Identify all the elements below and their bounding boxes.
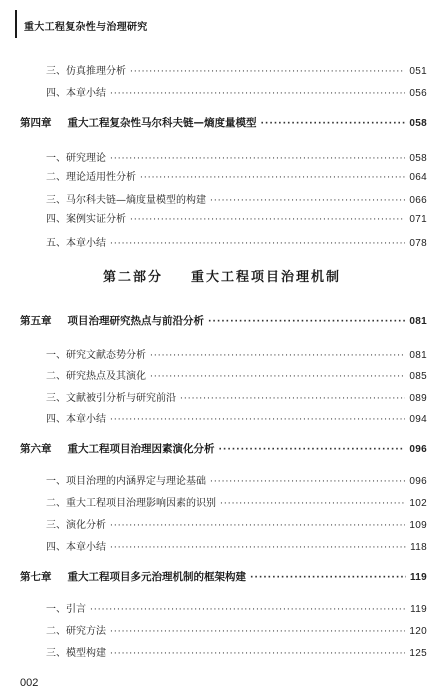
dot-leader bbox=[210, 477, 405, 487]
toc-chapter-entry[interactable] bbox=[0, 441, 444, 456]
toc-section-entry[interactable] bbox=[0, 84, 444, 99]
page-ref: 109 bbox=[409, 520, 427, 531]
dot-leader bbox=[220, 499, 405, 509]
dot-leader bbox=[261, 119, 406, 129]
page-ref: 078 bbox=[409, 238, 427, 249]
dot-leader bbox=[110, 89, 405, 99]
toc-chapter-entry[interactable] bbox=[0, 115, 444, 130]
section-title: 二、重大工程项目治理影响因素的识别 bbox=[46, 498, 216, 509]
page-ref: 094 bbox=[409, 414, 427, 425]
page-ref: 071 bbox=[409, 214, 427, 225]
chapter-title bbox=[20, 115, 257, 130]
page-ref: 102 bbox=[409, 498, 427, 509]
dot-leader bbox=[110, 543, 406, 553]
dot-leader bbox=[110, 239, 405, 249]
dot-leader bbox=[140, 173, 405, 183]
dot-leader bbox=[250, 573, 406, 583]
page-ref: 096 bbox=[409, 476, 427, 487]
section-title: 一、研究文献态势分析 bbox=[46, 350, 146, 361]
page-ref: 085 bbox=[409, 371, 427, 382]
chapter-label: 重大工程项目治理因素演化分析 bbox=[67, 443, 215, 455]
part-label: 重大工程项目治理机制 bbox=[191, 270, 342, 285]
chapter-label: 重大工程项目多元治理机制的框架构建 bbox=[67, 571, 246, 583]
section-title: 一、引言 bbox=[46, 604, 86, 615]
page-ref: 058 bbox=[409, 153, 427, 164]
toc-section-entry[interactable] bbox=[0, 622, 444, 637]
toc-section-entry[interactable] bbox=[0, 410, 444, 425]
dot-leader bbox=[110, 521, 405, 531]
page-ref: 064 bbox=[409, 172, 427, 183]
section-title: 四、本章小结 bbox=[46, 414, 106, 425]
chapter-title bbox=[20, 441, 215, 456]
toc-section-entry[interactable] bbox=[0, 389, 444, 404]
toc-section-entry[interactable] bbox=[0, 494, 444, 509]
part-title bbox=[0, 266, 444, 285]
dot-leader bbox=[180, 394, 405, 404]
toc-section-entry[interactable] bbox=[0, 472, 444, 487]
toc-section-entry[interactable] bbox=[0, 210, 444, 225]
toc-section-entry[interactable] bbox=[0, 600, 444, 615]
section-title: 一、研究理论 bbox=[46, 153, 106, 164]
dot-leader bbox=[130, 67, 405, 77]
toc-section-entry[interactable] bbox=[0, 234, 444, 249]
toc-chapter-entry[interactable] bbox=[0, 569, 444, 584]
toc-section-entry[interactable] bbox=[0, 149, 444, 164]
page-ref: 058 bbox=[409, 118, 427, 129]
dot-leader bbox=[110, 154, 405, 164]
page-ref: 125 bbox=[409, 648, 427, 659]
toc-section-entry[interactable] bbox=[0, 367, 444, 382]
part-number: 第二部分 bbox=[102, 270, 163, 285]
toc-section-entry[interactable] bbox=[0, 644, 444, 659]
dot-leader bbox=[110, 627, 405, 637]
page-ref: 081 bbox=[409, 316, 427, 327]
page-ref: 119 bbox=[410, 604, 427, 615]
dot-leader bbox=[110, 415, 405, 425]
dot-leader bbox=[208, 317, 405, 327]
toc-chapter-entry[interactable] bbox=[0, 313, 444, 328]
page-ref: 119 bbox=[409, 572, 427, 583]
dot-leader bbox=[90, 605, 406, 615]
dot-leader bbox=[150, 351, 405, 361]
chapter-number: 第五章 bbox=[20, 315, 52, 327]
page-ref: 096 bbox=[409, 444, 427, 455]
dot-leader bbox=[150, 372, 405, 382]
section-title: 二、研究方法 bbox=[46, 626, 106, 637]
section-title: 三、模型构建 bbox=[46, 648, 106, 659]
section-title: 二、研究热点及其演化 bbox=[46, 371, 146, 382]
section-title: 一、项目治理的内涵界定与理论基础 bbox=[46, 476, 206, 487]
page-ref: 056 bbox=[409, 88, 427, 99]
chapter-number: 第七章 bbox=[20, 571, 52, 583]
page-ref: 051 bbox=[409, 66, 427, 77]
page-ref: 118 bbox=[410, 542, 427, 553]
chapter-label: 重大工程复杂性马尔科夫链—熵度量模型 bbox=[67, 117, 257, 129]
toc-section-entry[interactable] bbox=[0, 168, 444, 183]
page-number: 002 bbox=[20, 677, 39, 689]
page-ref: 081 bbox=[409, 350, 427, 361]
chapter-number: 第六章 bbox=[20, 443, 52, 455]
chapter-title bbox=[20, 569, 246, 584]
dot-leader bbox=[130, 215, 405, 225]
section-title: 三、马尔科夫链—熵度量模型的构建 bbox=[46, 195, 206, 206]
toc-section-entry[interactable] bbox=[0, 538, 444, 553]
dot-leader bbox=[210, 196, 405, 206]
section-title: 四、本章小结 bbox=[46, 542, 106, 553]
section-title: 四、案例实证分析 bbox=[46, 214, 126, 225]
toc-section-entry[interactable] bbox=[0, 191, 444, 206]
page-ref: 120 bbox=[409, 626, 427, 637]
section-title: 三、仿真推理分析 bbox=[46, 66, 126, 77]
chapter-label: 项目治理研究热点与前沿分析 bbox=[67, 315, 204, 327]
toc-section-entry[interactable] bbox=[0, 62, 444, 77]
dot-leader bbox=[219, 445, 406, 455]
chapter-title bbox=[20, 313, 204, 328]
page-ref: 066 bbox=[409, 195, 427, 206]
section-title: 五、本章小结 bbox=[46, 238, 106, 249]
section-title: 三、文献被引分析与研究前沿 bbox=[46, 393, 176, 404]
running-header-title: 重大工程复杂性与治理研究 bbox=[24, 22, 148, 33]
section-title: 四、本章小结 bbox=[46, 88, 106, 99]
page-ref: 089 bbox=[409, 393, 427, 404]
toc-section-entry[interactable] bbox=[0, 516, 444, 531]
section-title: 二、理论适用性分析 bbox=[46, 172, 136, 183]
toc-section-entry[interactable] bbox=[0, 346, 444, 361]
chapter-number: 第四章 bbox=[20, 117, 52, 129]
dot-leader bbox=[110, 649, 405, 659]
section-title: 三、演化分析 bbox=[46, 520, 106, 531]
